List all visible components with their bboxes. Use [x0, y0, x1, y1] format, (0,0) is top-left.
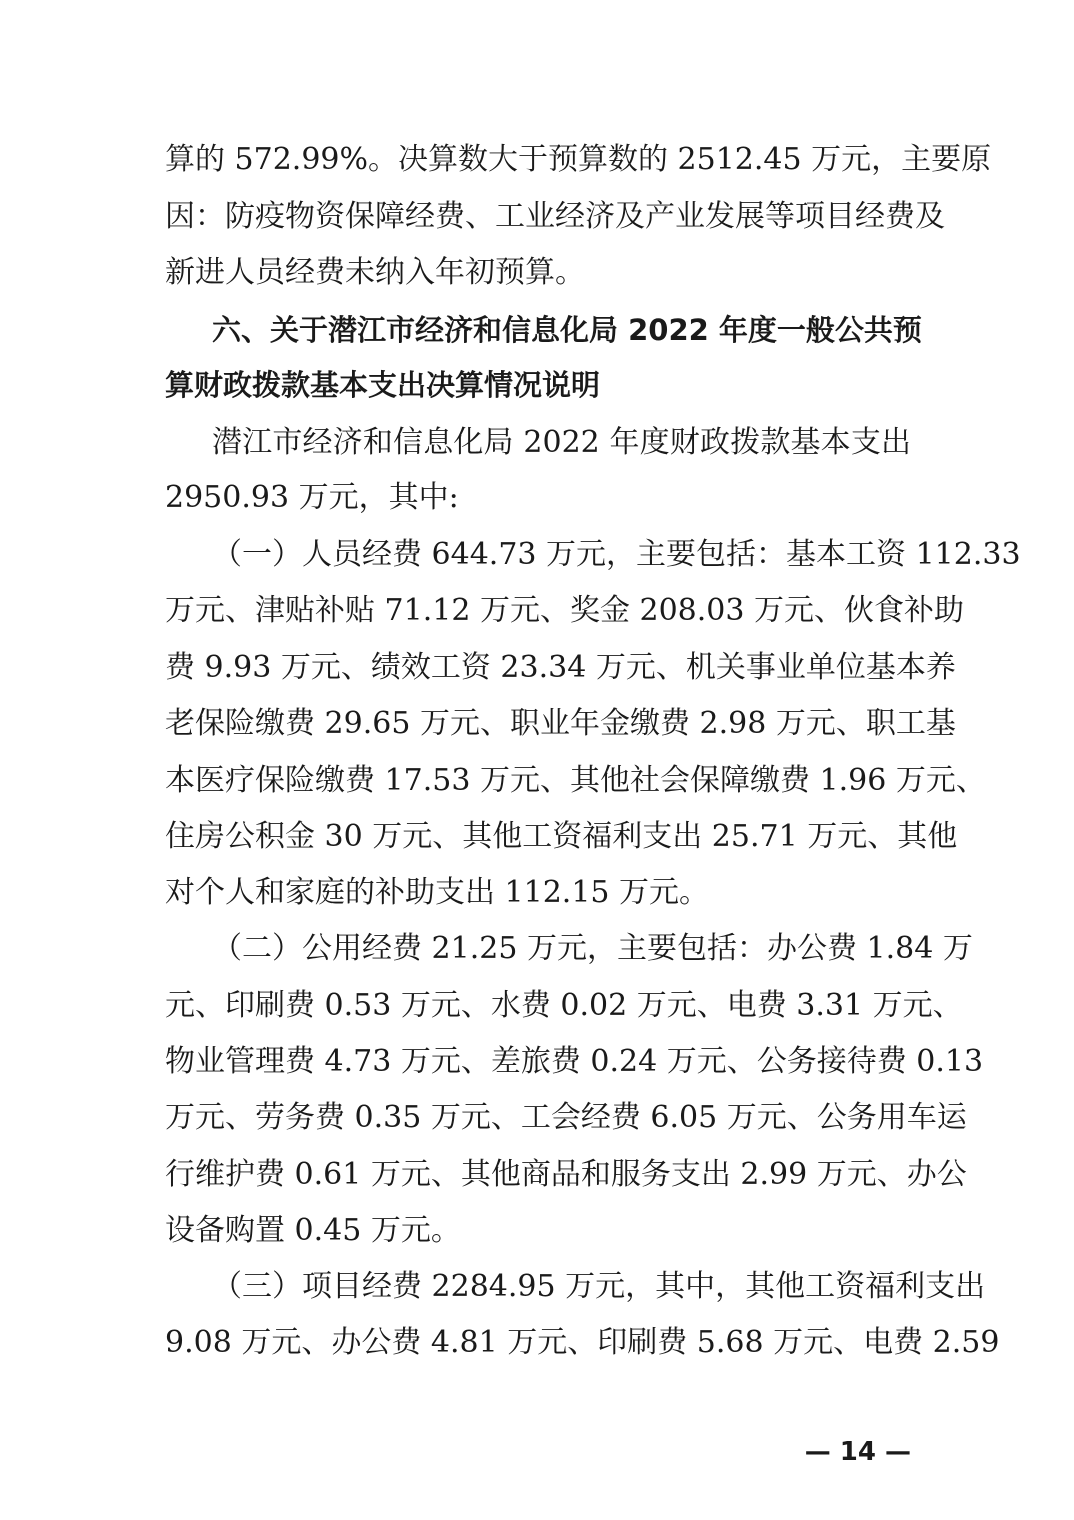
text-line: 新进人员经费未纳入年初预算。: [165, 255, 585, 290]
heading-line: 六、关于潜江市经济和信息化局 2022 年度一般公共预: [212, 313, 922, 347]
text-line: （一）人员经费 644.73 万元，主要包括：基本工资 112.33: [212, 537, 1021, 572]
text-line: 万元、劳务费 0.35 万元、工会经费 6.05 万元、公务用车运: [165, 1100, 967, 1135]
text-line: 潜江市经济和信息化局 2022 年度财政拨款基本支出: [212, 425, 911, 460]
text-line: 本医疗保险缴费 17.53 万元、其他社会保障缴费 1.96 万元、: [165, 763, 986, 798]
text-line: 行维护费 0.61 万元、其他商品和服务支出 2.99 万元、办公: [165, 1157, 967, 1192]
text-line: 老保险缴费 29.65 万元、职业年金缴费 2.98 万元、职工基: [165, 706, 956, 741]
text-line: 因：防疫物资保障经费、工业经济及产业发展等项目经费及: [165, 199, 945, 234]
page-number: — 14 —: [804, 1437, 911, 1467]
text-line: 算的 572.99%。决算数大于预算数的 2512.45 万元，主要原: [165, 142, 992, 177]
text-line: 物业管理费 4.73 万元、差旅费 0.24 万元、公务接待费 0.13: [165, 1044, 984, 1079]
text-line: 万元、津贴补贴 71.12 万元、奖金 208.03 万元、伙食补助: [165, 593, 964, 628]
text-line: 住房公积金 30 万元、其他工资福利支出 25.71 万元、其他: [165, 819, 958, 854]
heading-line: 算财政拨款基本支出决算情况说明: [165, 368, 601, 402]
text-line: 2950.93 万元，其中:: [165, 480, 459, 515]
text-line: 费 9.93 万元、绩效工资 23.34 万元、机关事业单位基本养: [165, 650, 956, 685]
text-line: 对个人和家庭的补助支出 112.15 万元。: [165, 875, 710, 910]
text-line: （三）项目经费 2284.95 万元，其中，其他工资福利支出: [212, 1269, 986, 1304]
text-line: （二）公用经费 21.25 万元，主要包括：办公费 1.84 万: [212, 931, 973, 966]
text-line: 9.08 万元、办公费 4.81 万元、印刷费 5.68 万元、电费 2.59: [165, 1325, 1000, 1360]
text-line: 设备购置 0.45 万元。: [165, 1213, 461, 1248]
text-line: 元、印刷费 0.53 万元、水费 0.02 万元、电费 3.31 万元、: [165, 988, 963, 1023]
